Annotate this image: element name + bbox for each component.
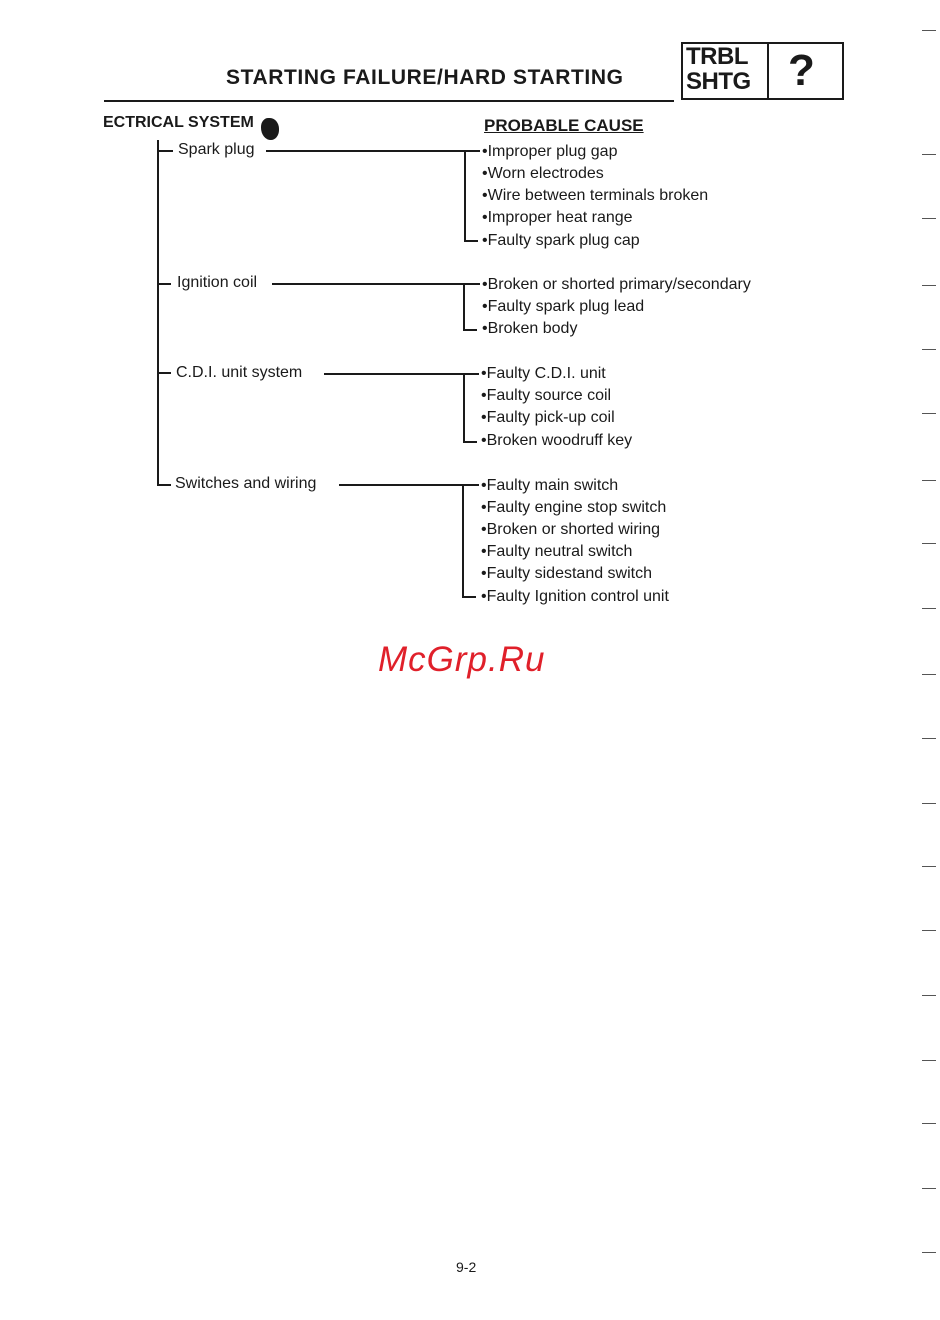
badge-line-2: SHTG	[686, 68, 751, 95]
category-spark-plug: Spark plug	[178, 141, 255, 158]
bracket-bottom	[463, 329, 477, 331]
cause-item: •Broken or shorted wiring	[481, 521, 661, 538]
scan-edge-mark	[922, 866, 936, 867]
scan-edge-mark	[922, 218, 936, 219]
bracket-bottom	[462, 596, 476, 598]
cause-item: •Worn electrodes	[482, 165, 604, 182]
cause-item: •Wire between terminals broken	[482, 187, 709, 204]
scan-edge-mark	[922, 1123, 936, 1124]
cause-item: •Broken woodruff key	[481, 432, 633, 449]
tree-trunk	[157, 140, 159, 485]
question-mark-icon: ?	[788, 46, 815, 95]
scan-edge-mark	[922, 1060, 936, 1061]
scan-edge-mark	[922, 480, 936, 481]
badge-divider	[767, 42, 769, 100]
bracket-vertical	[464, 150, 466, 242]
cause-item: •Faulty C.D.I. unit	[481, 365, 606, 382]
branch-tick	[157, 283, 171, 285]
watermark-text[interactable]: McGrp.Ru	[378, 640, 546, 679]
bracket-vertical	[462, 484, 464, 598]
ink-blot	[261, 118, 279, 140]
branch-tick	[157, 484, 171, 486]
branch-tick	[157, 150, 173, 152]
scan-edge-mark	[922, 154, 936, 155]
section-title: ECTRICAL SYSTEM	[103, 114, 254, 131]
category-ignition-coil: Ignition coil	[177, 274, 258, 291]
badge-line-1: TRBL	[686, 43, 748, 70]
scan-edge-mark	[922, 30, 936, 31]
connector-line	[324, 373, 479, 375]
cause-item: •Faulty spark plug cap	[482, 232, 640, 249]
cause-item: •Faulty neutral switch	[481, 543, 633, 560]
scan-edge-mark	[922, 738, 936, 739]
connector-line	[272, 283, 480, 285]
cause-item: •Improper heat range	[482, 209, 633, 226]
connector-line	[266, 150, 480, 152]
scan-edge-mark	[922, 995, 936, 996]
scan-edge-mark	[922, 930, 936, 931]
connector-line	[339, 484, 479, 486]
badge-label	[686, 44, 751, 94]
cause-item: •Faulty source coil	[481, 387, 612, 404]
scan-edge-mark	[922, 1188, 936, 1189]
category-switches-and-wiring: Switches and wiring	[175, 475, 317, 492]
cause-item: •Faulty spark plug lead	[482, 298, 645, 315]
scan-edge-mark	[922, 285, 936, 286]
bracket-vertical	[463, 373, 465, 443]
cause-item: •Faulty engine stop switch	[481, 499, 667, 516]
page-title: STARTING FAILURE/HARD STARTING	[226, 66, 624, 89]
cause-item: •Faulty Ignition control unit	[481, 588, 669, 605]
cause-item: •Broken or shorted primary/secondary	[482, 276, 751, 293]
bracket-bottom	[464, 240, 478, 242]
cause-item: •Faulty pick-up coil	[481, 409, 615, 426]
scan-edge-mark	[922, 608, 936, 609]
scan-edge-mark	[922, 674, 936, 675]
scan-edge-mark	[922, 413, 936, 414]
scan-edge-mark	[922, 803, 936, 804]
scan-edge-mark	[922, 349, 936, 350]
bracket-vertical	[463, 283, 465, 331]
cause-item: •Faulty sidestand switch	[481, 565, 653, 582]
title-rule	[104, 100, 674, 102]
cause-item: •Improper plug gap	[482, 143, 618, 160]
probable-cause-heading: PROBABLE CAUSE	[484, 116, 644, 135]
scan-edge-mark	[922, 543, 936, 544]
category-cdi-unit-system: C.D.I. unit system	[176, 364, 303, 381]
cause-item: •Broken body	[482, 320, 578, 337]
scan-edge-mark	[922, 1252, 936, 1253]
cause-item: •Faulty main switch	[481, 477, 619, 494]
bracket-bottom	[463, 441, 477, 443]
page-number: 9-2	[456, 1259, 477, 1275]
branch-tick	[157, 372, 171, 374]
